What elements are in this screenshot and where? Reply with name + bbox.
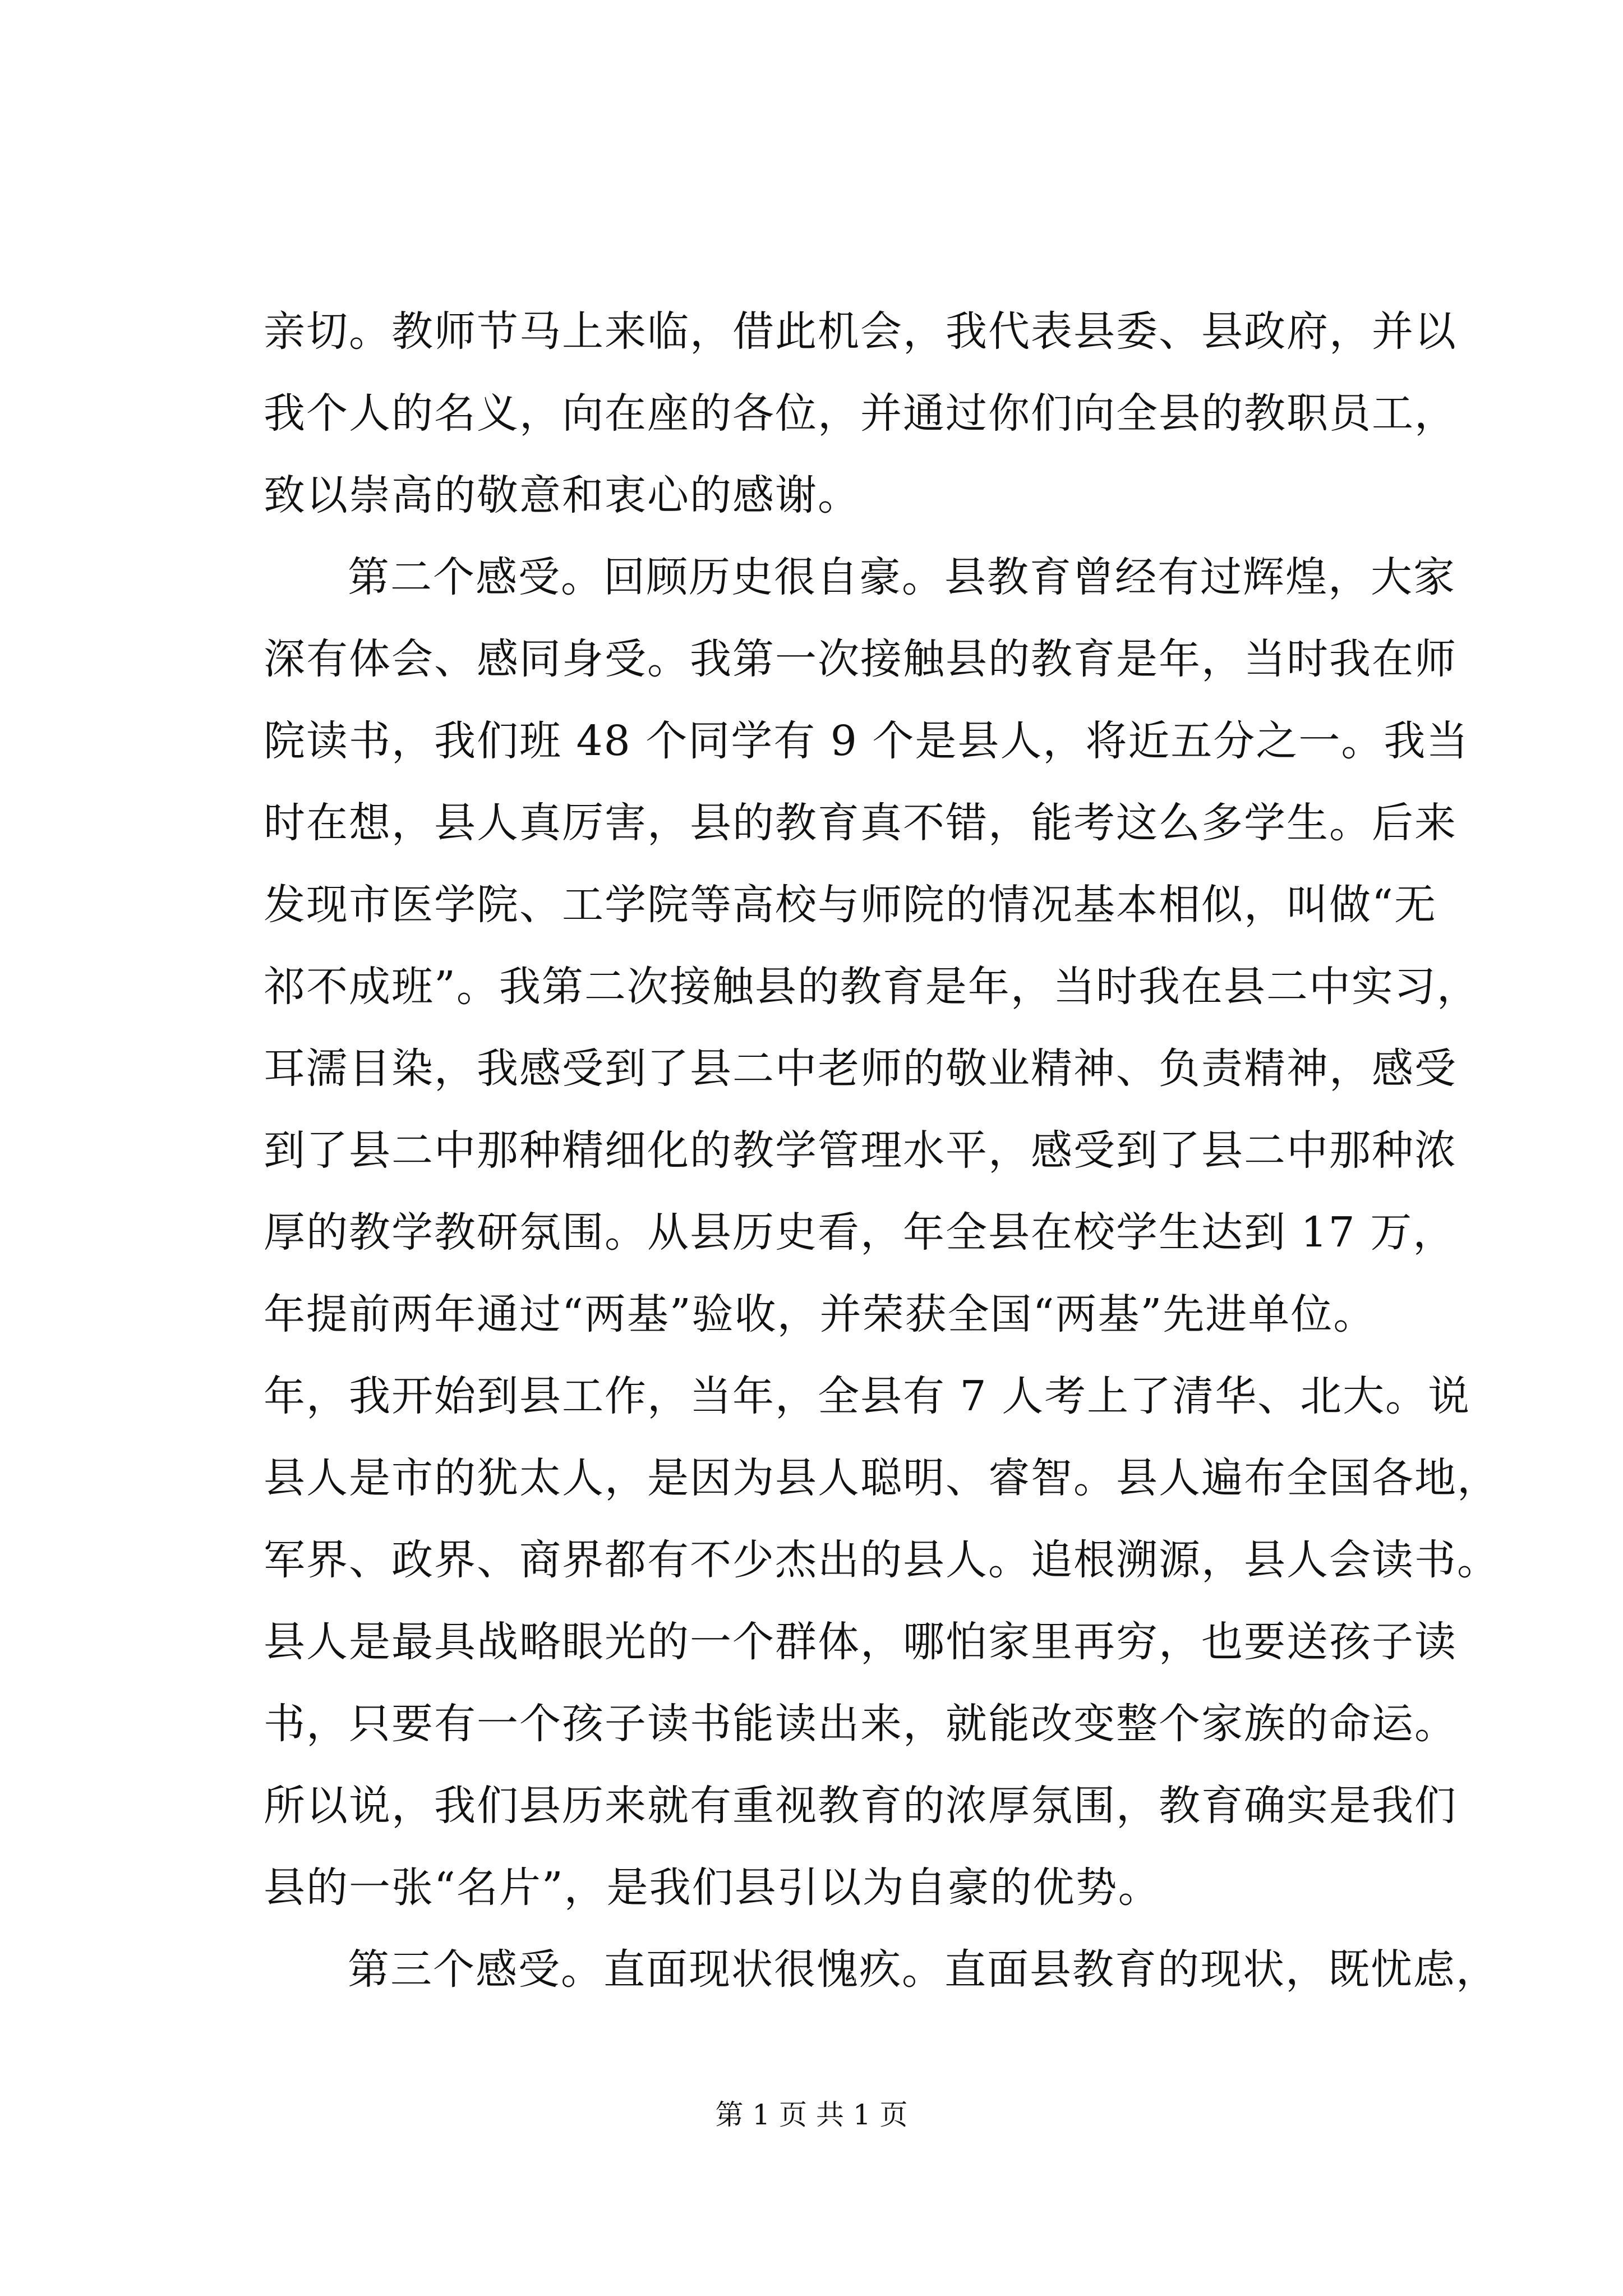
text-line: 耳濡目染，我感受到了县二中老师的敬业精神、负责精神，感受: [264, 1045, 1457, 1093]
text-line: 书，只要有一个孩子读书能读出来，就能改变整个家族的命运。: [264, 1700, 1457, 1748]
text-line: 年，我开始到县工作，当年，全县有 7 人考上了清华、北大。说: [264, 1372, 1471, 1420]
text-line: 县的一张“名片”，是我们县引以为自豪的优势。: [264, 1864, 1161, 1912]
text-line: 致以崇高的敬意和衷心的感谢。: [264, 471, 860, 519]
text-line: 县人是市的犹太人，是因为县人聪明、睿智。县人遍布全国各地，: [264, 1454, 1500, 1502]
text-line: 时在想，县人真厉害，县的教育真不错，能考这么多学生。后来: [264, 799, 1457, 847]
text-line: 年提前两年通过“两基”验收，并荣获全国“两基”先进单位。: [264, 1290, 1376, 1338]
text-line: 厚的教学教研氛围。从县历史看，年全县在校学生达到 17 万，: [264, 1208, 1456, 1257]
paragraph-start-line: 第三个感受。直面现状很愧疚。直面县教育的现状，既忧虑，: [348, 1945, 1498, 1994]
text-line: 亲切。教师节马上来临，借此机会，我代表县委、县政府，并以: [264, 307, 1457, 356]
page-footer: 第 1 页 共 1 页: [715, 2099, 908, 2131]
text-line: 发现市医学院、工学院等高校与师院的情况基本相似，叫做“无: [264, 881, 1437, 929]
body-text: [264, 291, 1500, 2010]
text-line: 所以说，我们县历来就有重视教育的浓厚氛围，教育确实是我们: [264, 1782, 1457, 1830]
text-line: 深有体会、感同身受。我第一次接触县的教育是年，当时我在师: [264, 635, 1457, 683]
text-line: 院读书，我们班 48 个同学有 9 个是县人，将近五分之一。我当: [264, 717, 1469, 765]
text-line: 县人是最具战略眼光的一个群体，哪怕家里再穷，也要送孩子读: [264, 1618, 1457, 1666]
text-line: 到了县二中那种精细化的教学管理水平，感受到了县二中那种浓: [264, 1126, 1457, 1175]
text-line: 祁不成班”。我第二次接触县的教育是年，当时我在县二中实习，: [264, 963, 1479, 1011]
text-line: 军界、政界、商界都有不少杰出的县人。追根溯源，县人会读书。: [264, 1536, 1500, 1584]
paragraph-start-line: 第二个感受。回顾历史很自豪。县教育曾经有过辉煌，大家: [348, 553, 1456, 601]
text-line: 我个人的名义，向在座的各位，并通过你们向全县的教职员工，: [264, 389, 1457, 438]
